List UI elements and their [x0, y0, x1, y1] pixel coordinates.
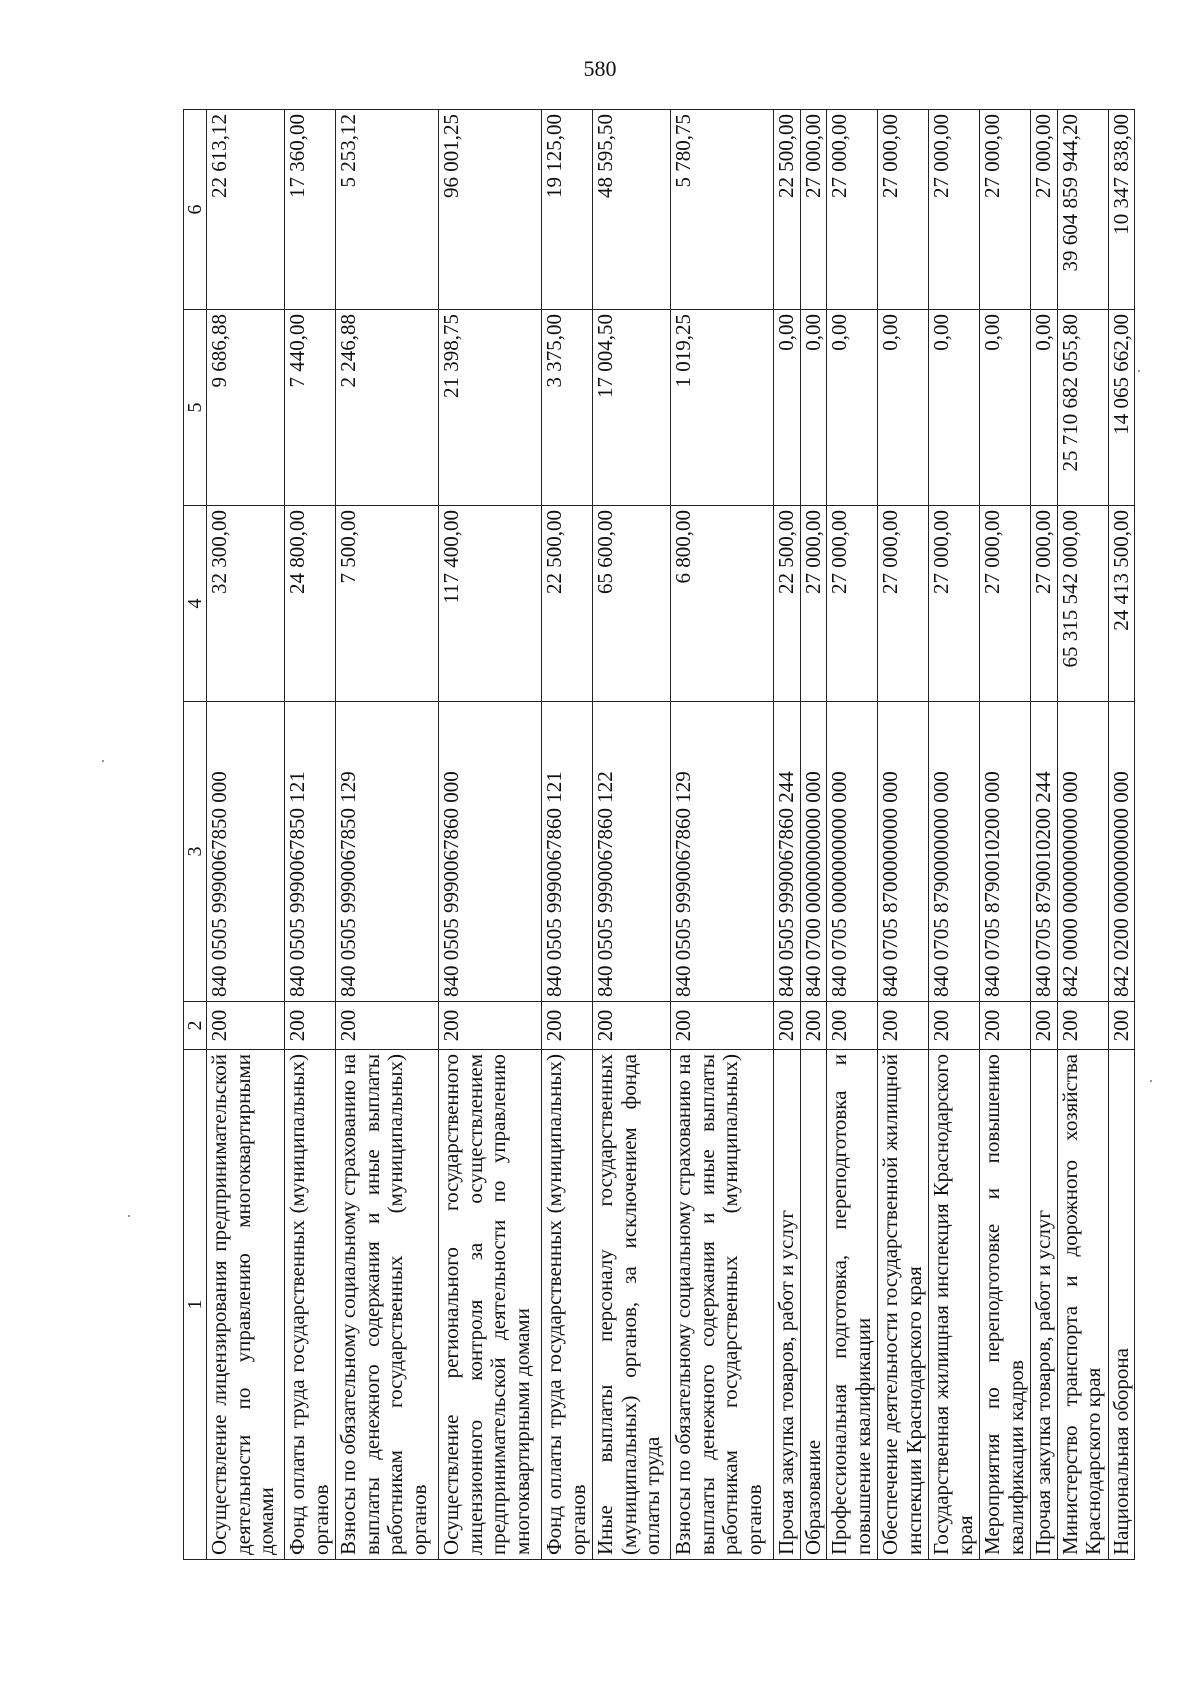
row-value-4: 65 315 542 000,00	[1057, 506, 1108, 702]
table-row	[878, 110, 929, 1560]
row-value-6: 10 347 838,00	[1108, 110, 1135, 310]
row-col2: 200	[439, 1002, 542, 1050]
row-code: 840 0705 0000000000 000	[827, 702, 878, 1002]
row-col2: 200	[207, 1002, 285, 1050]
row-name: Министерство транспорта и дорожного хозяйства Краснодарского края	[1057, 1050, 1108, 1560]
row-value-5: 0,00	[774, 310, 801, 506]
row-code: 840 0505 9990067850 129	[336, 702, 439, 1002]
row-code: 840 0705 8790000000 000	[929, 702, 980, 1002]
row-value-4: 24 800,00	[285, 506, 336, 702]
row-value-4: 27 000,00	[800, 506, 827, 702]
row-name: Взносы по обязательному социальному страхованию на выплаты денежного содержания и иные выплаты работникам государственных (муниципальных) органов	[336, 1050, 439, 1560]
row-col2: 200	[671, 1002, 774, 1050]
row-name: Взносы по обязательному социальному страхованию на выплаты денежного содержания и иные выплаты работникам государственных (муниципальных) органов	[671, 1050, 774, 1560]
row-code: 840 0505 9990067860 244	[774, 702, 801, 1002]
row-value-5: 0,00	[827, 310, 878, 506]
row-value-6: 27 000,00	[929, 110, 980, 310]
table-row	[593, 110, 671, 1560]
row-value-4: 7 500,00	[336, 506, 439, 702]
table-row	[542, 110, 593, 1560]
row-col2: 200	[1031, 1002, 1058, 1050]
row-code: 840 0505 9990067860 000	[439, 702, 542, 1002]
row-name: Образование	[800, 1050, 827, 1560]
row-value-5: 21 398,75	[439, 310, 542, 506]
row-value-6: 19 125,00	[542, 110, 593, 310]
row-col2: 200	[929, 1002, 980, 1050]
row-value-5: 0,00	[1031, 310, 1058, 506]
scan-speck	[1150, 1080, 1152, 1082]
scan-speck	[128, 1215, 130, 1217]
row-value-6: 17 360,00	[285, 110, 336, 310]
row-value-6: 27 000,00	[980, 110, 1031, 310]
row-value-5: 14 065 662,00	[1108, 310, 1135, 506]
row-value-4: 22 500,00	[542, 506, 593, 702]
row-value-5: 0,00	[980, 310, 1031, 506]
row-col2: 200	[980, 1002, 1031, 1050]
row-value-6: 39 604 859 944,20	[1057, 110, 1108, 310]
row-col2: 200	[593, 1002, 671, 1050]
row-value-5: 7 440,00	[285, 310, 336, 506]
row-code: 840 0505 9990067860 121	[542, 702, 593, 1002]
column-header: 3	[184, 702, 207, 1002]
row-value-5: 0,00	[800, 310, 827, 506]
row-value-4: 32 300,00	[207, 506, 285, 702]
row-value-6: 22 500,00	[774, 110, 801, 310]
row-code: 840 0700 0000000000 000	[800, 702, 827, 1002]
column-header: 6	[184, 110, 207, 310]
row-name: Прочая закупка товаров, работ и услуг	[774, 1050, 801, 1560]
row-code: 840 0505 9990067850 000	[207, 702, 285, 1002]
row-value-6: 22 613,12	[207, 110, 285, 310]
row-value-5: 3 375,00	[542, 310, 593, 506]
table-row	[1057, 110, 1108, 1560]
row-col2: 200	[800, 1002, 827, 1050]
row-name: Осуществление регионального государственного лицензионного контроля за осуществлением предпринимательской деятельности по управлению многоквартирными домами	[439, 1050, 542, 1560]
row-col2: 200	[336, 1002, 439, 1050]
row-value-5: 9 686,88	[207, 310, 285, 506]
scan-speck	[102, 760, 104, 762]
table-row	[439, 110, 542, 1560]
row-code: 840 0705 8790010200 244	[1031, 702, 1058, 1002]
row-value-5: 0,00	[878, 310, 929, 506]
row-value-4: 27 000,00	[980, 506, 1031, 702]
column-header: 5	[184, 310, 207, 506]
row-value-6: 27 000,00	[800, 110, 827, 310]
row-name: Иные выплаты персоналу государственных (муниципальных) органов, за исключением фонда оплаты труда	[593, 1050, 671, 1560]
row-name: Фонд оплаты труда государственных (муниципальных) органов	[542, 1050, 593, 1560]
table-row	[336, 110, 439, 1560]
row-code: 840 0505 9990067850 121	[285, 702, 336, 1002]
row-value-6: 27 000,00	[878, 110, 929, 310]
budget-table	[183, 109, 1135, 1560]
row-value-4: 6 800,00	[671, 506, 774, 702]
table-row	[774, 110, 801, 1560]
row-col2: 200	[878, 1002, 929, 1050]
row-value-4: 65 600,00	[593, 506, 671, 702]
row-name: Обеспечение деятельности государственной жилищной инспекции Краснодарского края	[878, 1050, 929, 1560]
row-col2: 200	[285, 1002, 336, 1050]
row-col2: 200	[1108, 1002, 1135, 1050]
row-value-6: 5 780,75	[671, 110, 774, 310]
row-value-6: 5 253,12	[336, 110, 439, 310]
row-name: Национальная оборона	[1108, 1050, 1135, 1560]
row-col2: 200	[774, 1002, 801, 1050]
rotated-table-wrapper	[183, 110, 1133, 1560]
column-header: 2	[184, 1002, 207, 1050]
row-name: Прочая закупка товаров, работ и услуг	[1031, 1050, 1058, 1560]
row-value-5: 0,00	[929, 310, 980, 506]
row-col2: 200	[827, 1002, 878, 1050]
row-col2: 200	[542, 1002, 593, 1050]
table-row	[671, 110, 774, 1560]
row-name: Фонд оплаты труда государственных (муниципальных) органов	[285, 1050, 336, 1560]
row-col2: 200	[1057, 1002, 1108, 1050]
table-row	[800, 110, 827, 1560]
row-code: 842 0200 0000000000 000	[1108, 702, 1135, 1002]
row-value-4: 27 000,00	[929, 506, 980, 702]
row-value-4: 117 400,00	[439, 506, 542, 702]
row-name: Осуществление лицензирования предпринимательской деятельности по управлению многоквартирными домами	[207, 1050, 285, 1560]
row-value-4: 27 000,00	[1031, 506, 1058, 702]
column-header: 4	[184, 506, 207, 702]
row-name: Государственная жилищная инспекция Краснодарского края	[929, 1050, 980, 1560]
table-row	[980, 110, 1031, 1560]
row-code: 840 0705 8790010200 000	[980, 702, 1031, 1002]
table-row	[207, 110, 285, 1560]
row-code: 840 0505 9990067860 129	[671, 702, 774, 1002]
row-value-4: 27 000,00	[878, 506, 929, 702]
row-value-6: 27 000,00	[1031, 110, 1058, 310]
row-value-5: 1 019,25	[671, 310, 774, 506]
row-code: 840 0705 8700000000 000	[878, 702, 929, 1002]
row-value-5: 2 246,88	[336, 310, 439, 506]
row-value-6: 27 000,00	[827, 110, 878, 310]
row-code: 840 0505 9990067860 122	[593, 702, 671, 1002]
scan-speck	[1138, 370, 1140, 372]
table-row	[827, 110, 878, 1560]
table-row	[285, 110, 336, 1560]
table-row	[1108, 110, 1135, 1560]
row-value-5: 17 004,50	[593, 310, 671, 506]
table-row	[929, 110, 980, 1560]
column-header: 1	[184, 1050, 207, 1560]
row-name: Профессиональная подготовка, переподготовка и повышение квалификации	[827, 1050, 878, 1560]
column-number-row	[184, 110, 207, 1560]
row-value-6: 48 595,50	[593, 110, 671, 310]
row-value-4: 24 413 500,00	[1108, 506, 1135, 702]
table-row	[1031, 110, 1058, 1560]
row-value-4: 22 500,00	[774, 506, 801, 702]
page-number: 580	[583, 56, 617, 81]
row-value-6: 96 001,25	[439, 110, 542, 310]
row-value-5: 25 710 682 055,80	[1057, 310, 1108, 506]
row-value-4: 27 000,00	[827, 506, 878, 702]
row-name: Мероприятия по переподготовке и повышению квалификации кадров	[980, 1050, 1031, 1560]
row-code: 842 0000 0000000000 000	[1057, 702, 1108, 1002]
